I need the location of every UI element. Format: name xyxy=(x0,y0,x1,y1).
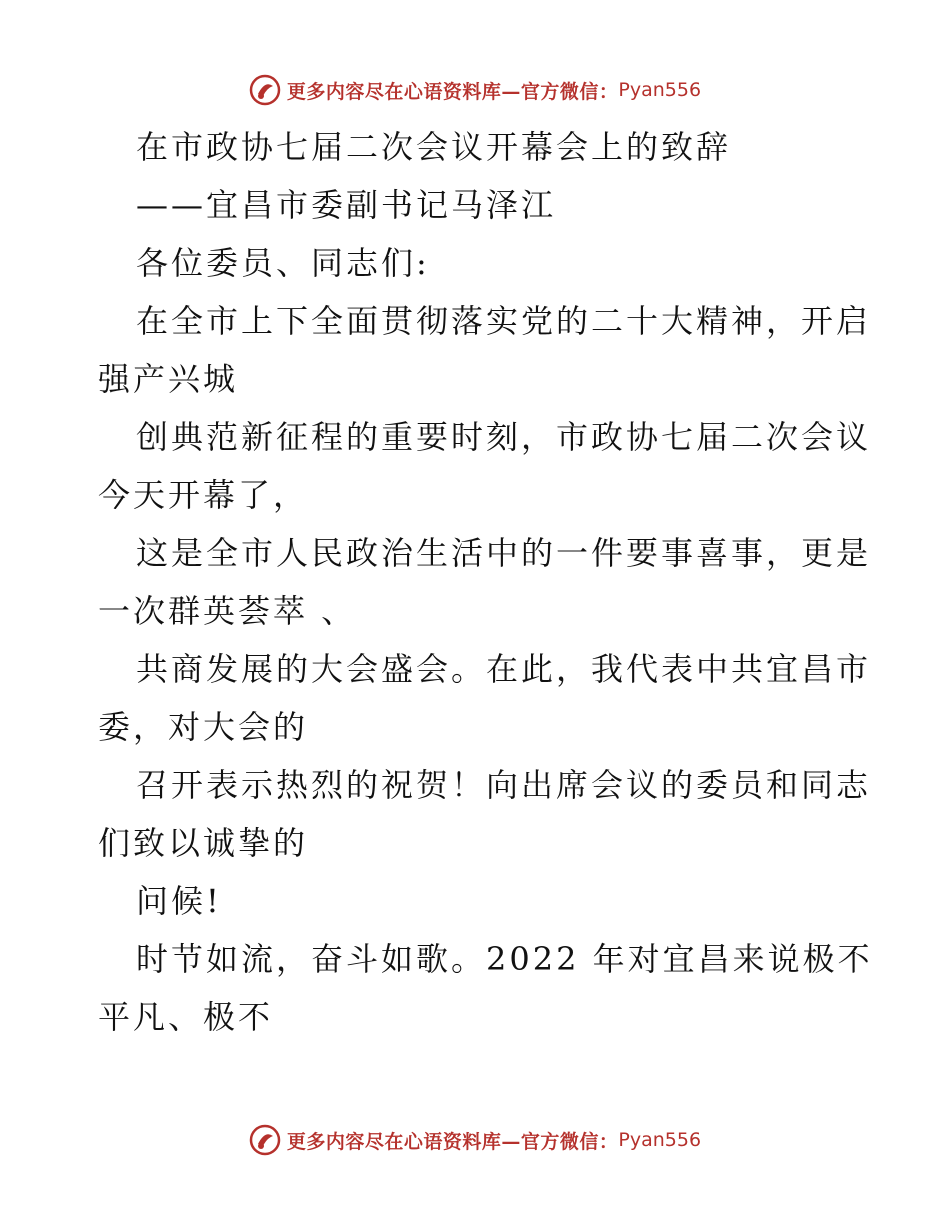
paragraph-line: 强产兴城 xyxy=(98,360,239,398)
footer-banner xyxy=(0,1120,950,1160)
paragraph-line: 平凡、极不 xyxy=(98,998,274,1036)
banner-contact: Pyan556 xyxy=(618,79,702,101)
paragraph-line: 创典范新征程的重要时刻，市政协七届二次会议 xyxy=(136,418,872,456)
logo-icon xyxy=(249,74,281,106)
paragraph-line: 共商发展的大会盛会。在此，我代表中共宜昌市 xyxy=(136,650,872,688)
paragraph-line: 问候! xyxy=(136,882,222,920)
document-body xyxy=(98,118,873,1046)
paragraph-line: 召开表示热烈的祝贺！向出席会议的委员和同志 xyxy=(136,766,872,804)
paragraph-line: 在全市上下全面贯彻落实党的二十大精神，开启 xyxy=(136,302,872,340)
document-subtitle: ——宜昌市委副书记马泽江 xyxy=(136,186,557,224)
document-title: 在市政协七届二次会议开幕会上的致辞 xyxy=(136,128,732,166)
paragraph-line: 委，对大会的 xyxy=(98,708,309,746)
paragraph-line: 今天开幕了， xyxy=(98,476,309,514)
paragraph-line: 一次群英荟萃 、 xyxy=(98,592,357,630)
banner-contact: Pyan556 xyxy=(618,1129,702,1151)
banner-text: 更多内容尽在心语资料库—官方微信： xyxy=(286,1130,619,1153)
salutation: 各位委员、同志们: xyxy=(136,244,430,282)
logo-icon xyxy=(249,1124,281,1156)
header-banner xyxy=(0,70,950,110)
paragraph-line: 这是全市人民政治生活中的一件要事喜事，更是 xyxy=(136,534,872,572)
paragraph-line: 们致以诚挚的 xyxy=(98,824,309,862)
paragraph-line: 时节如流，奋斗如歌。2022 年对宜昌来说极不 xyxy=(136,940,873,978)
banner-text: 更多内容尽在心语资料库—官方微信： xyxy=(286,80,619,103)
